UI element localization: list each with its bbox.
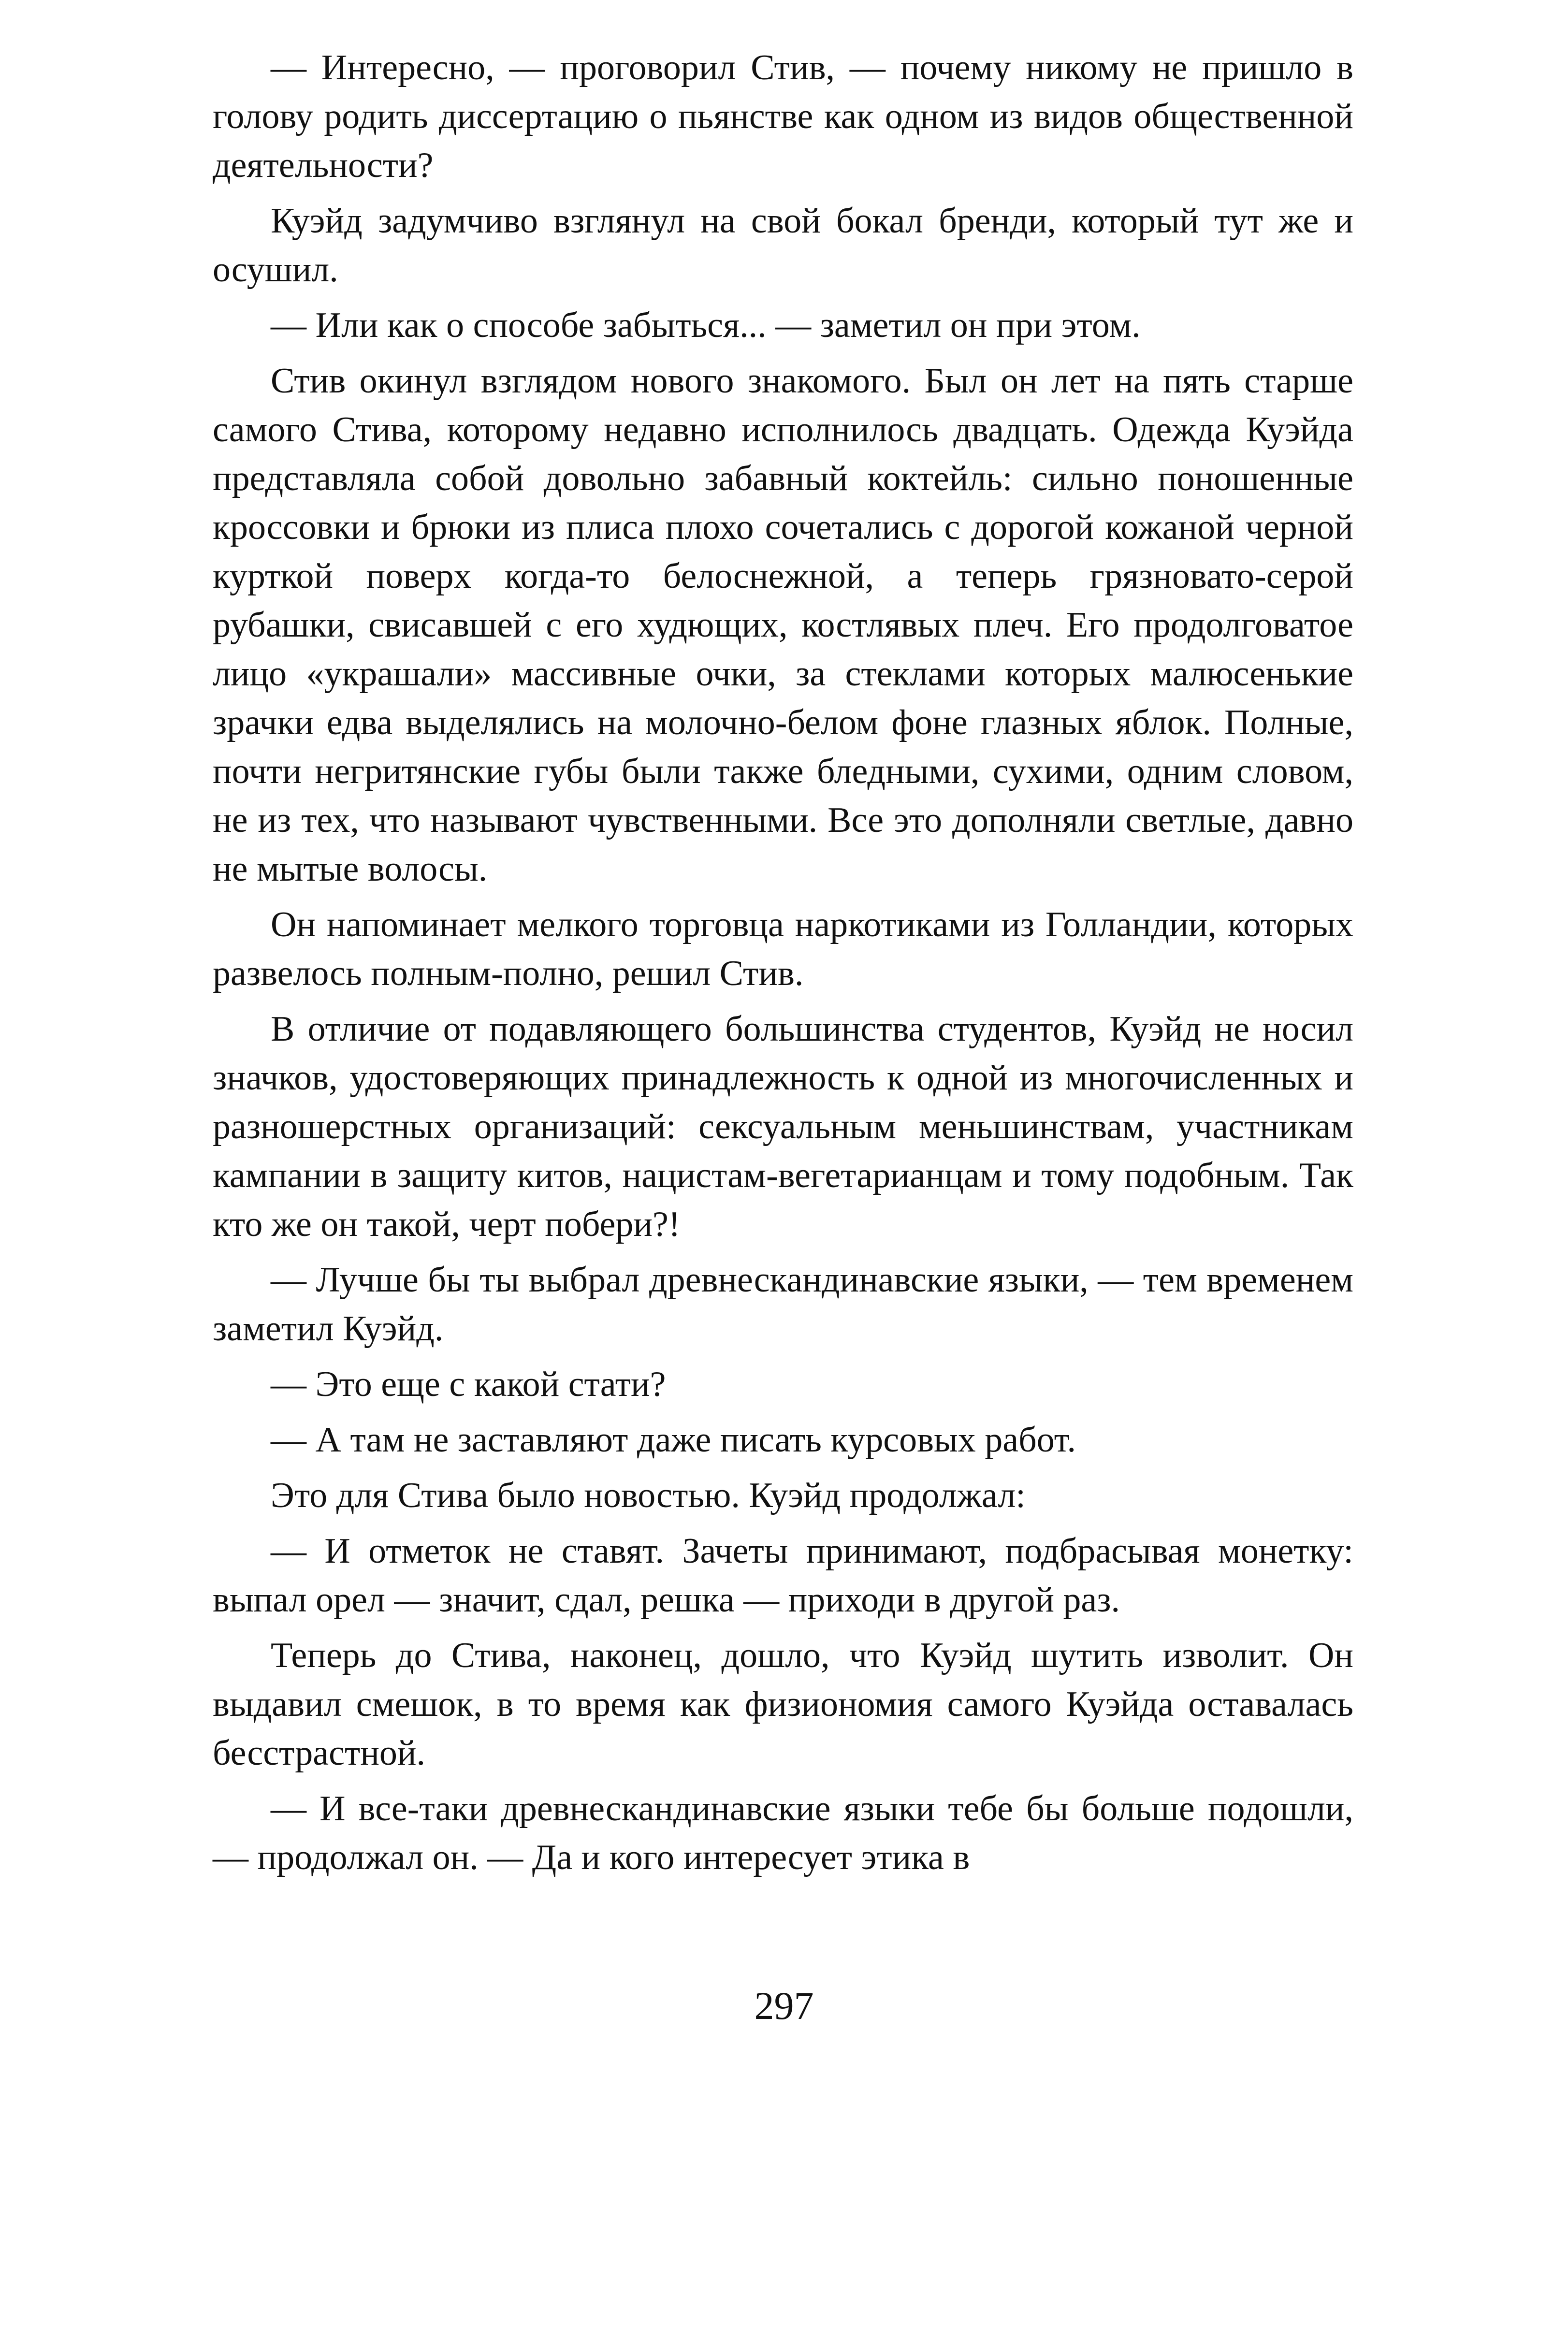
- body-text: [213, 44, 1353, 1889]
- paragraph: — Интересно, — проговорил Стив, — почему никому не пришло в голову родить диссертацию о пьянстве как одном из видов общественной деятельности?: [213, 48, 1353, 185]
- paragraph: — Это еще с какой стати?: [271, 1364, 666, 1404]
- paragraph: В отличие от подавляющего большинства студентов, Куэйд не носил значков, удостоверяющих принадлежность к одной из многочисленных и разношерстных организаций: сексуальным меньшинствам, участникам кампании в защиту китов, нацистам-вегетарианцам и тому подобным. Так кто же он такой, черт побери?!: [213, 1009, 1353, 1244]
- page-number: 297: [754, 1984, 814, 2028]
- paragraph: Стив окинул взглядом нового знакомого. Был он лет на пять старше самого Стива, которому недавно исполнилось двадцать. Одежда Куэйда представляла собой довольно забавный коктейль: сильно поношенные кроссовки и брюки из плиса плохо сочетались с дорогой кожаной черной курткой поверх когда-то белоснежной, а теперь грязновато-серой рубашки, свисавшей с его худющих, костлявых плеч. Его продолговатое лицо «украшали» массивные очки, за стеклами которых малюсенькие зрачки едва выделялись на молочно-белом фоне глазных яблок. Полные, почти негритянские губы были также бледными, сухими, одним словом, не из тех, что называют чувственными. Все это дополняли светлые, давно не мытые волосы.: [213, 361, 1353, 889]
- paragraph: Куэйд задумчиво взглянул на свой бокал бренди, который тут же и осушил.: [213, 201, 1353, 290]
- paragraph: — И все-таки древнескандинавские языки тебе бы больше подошли, — продолжал он. — Да и кого интересует этика в: [213, 1789, 1353, 1877]
- paragraph: Теперь до Стива, наконец, дошло, что Куэйд шутить изволит. Он выдавил смешок, в то время как физиономия самого Куэйда оставалась бесстрастной.: [213, 1636, 1353, 1773]
- paragraph: — Или как о способе забыться... — заметил он при этом.: [271, 305, 1141, 345]
- paragraph: Он напоминает мелкого торговца наркотиками из Голландии, которых развелось полным-полно, решил Стив.: [213, 905, 1353, 993]
- paragraph: — Лучше бы ты выбрал древнескандинавские языки, — тем временем заметил Куэйд.: [213, 1260, 1353, 1349]
- paragraph: — И отметок не ставят. Зачеты принимают, подбрасывая монетку: выпал орел — значит, сдал, решка — приходи в другой раз.: [213, 1531, 1353, 1620]
- paragraph: Это для Стива было новостью. Куэйд продолжал:: [271, 1476, 1026, 1515]
- paragraph: — А там не заставляют даже писать курсовых работ.: [271, 1420, 1076, 1460]
